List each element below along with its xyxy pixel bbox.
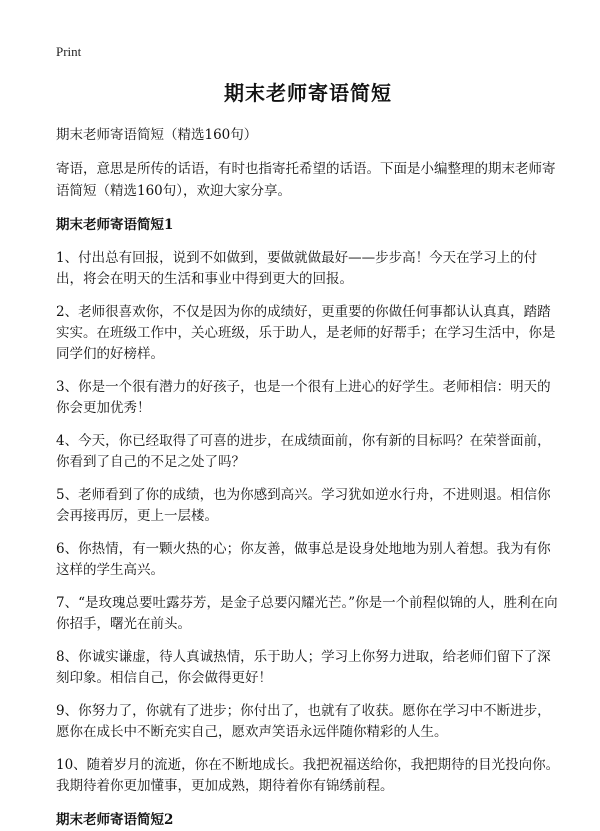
list-item: 10、随着岁月的流逝，你在不断地成长。我把祝福送给你，我把期待的目光投向你。我期待着你更加懂事，更加成熟，期待着你有锦绣前程。 [56,757,560,794]
document-subtitle: 期末老师寄语简短（精选160句） [56,127,258,143]
list-item: 1、付出总有回报，说到不如做到，要做就做最好——步步高！今天在学习上的付出，将会在明天的生活和事业中得到更大的回报。 [56,250,538,287]
section-1-list [56,248,560,797]
print-link[interactable]: Print [56,44,82,59]
section-heading-2: 期末老师寄语简短2 [56,812,174,828]
list-item: 9、你努力了，你就有了进步；你付出了，也就有了收获。愿你在学习中不断进步，愿你在成长中不断充实自己，愿欢声笑语永远伴随你精彩的人生。 [56,703,551,740]
list-item: 5、老师看到了你的成绩，也为你感到高兴。学习犹如逆水行舟，不进则退。相信你会再接再厉，更上一层楼。 [56,487,551,524]
list-item: 7、“是玫瑰总要吐露芬芳，是金子总要闪耀光芒。”你是一个前程似锦的人，胜利在向你招手，曙光在前头。 [56,595,558,632]
list-item: 3、你是一个很有潜力的好孩子，也是一个很有上进心的好学生。老师相信：明天的你会更加优秀！ [56,379,551,416]
page-title: 期末老师寄语简短 [224,81,392,105]
list-item: 8、你诚实谦虚，待人真诚热情，乐于助人；学习上你努力进取，给老师们留下了深刻印象。相信自己，你会做得更好！ [56,649,551,686]
list-item: 2、老师很喜欢你，不仅是因为你的成绩好，更重要的你做任何事都认认真真，踏踏实实。在班级工作中，关心班级，乐于助人，是老师的好帮手；在学习生活中，你是同学们的好榜样。 [56,304,556,362]
section-heading-1: 期末老师寄语简短1 [56,217,174,233]
list-item: 6、你热情，有一颗火热的心；你友善，做事总是设身处地地为别人着想。我为有你这样的学生高兴。 [56,541,551,578]
list-item: 4、今天，你已经取得了可喜的进步，在成绩面前，你有新的目标吗？在荣誉面前，你看到了自己的不足之处了吗？ [56,433,551,470]
intro-paragraph: 寄语，意思是所传的话语，有时也指寄托希望的话语。下面是小编整理的期末老师寄语简短（精选160句），欢迎大家分享。 [56,161,556,199]
